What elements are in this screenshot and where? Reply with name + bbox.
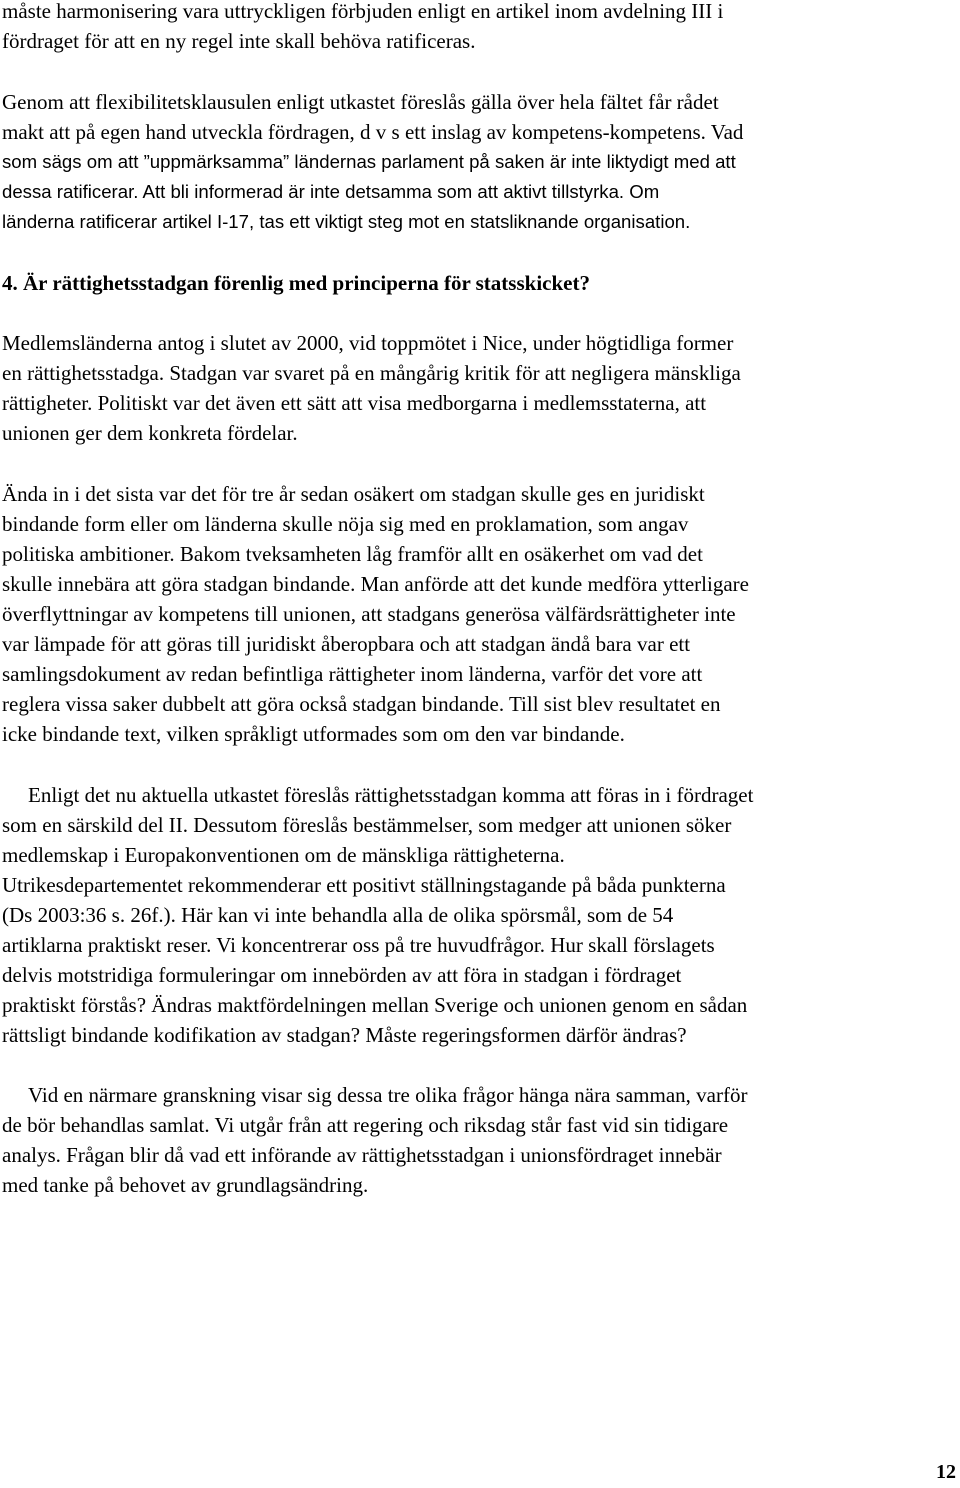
paragraph-flexibility-clause-cont [2, 147, 736, 237]
text-line: dessa ratificerar. Att bli informerad är inte detsamma som att aktivt tillstyrka. Om [2, 181, 660, 202]
text-line: länderna ratificerar artikel I-17, tas ett viktigt steg mot en statsliknande organisation. [2, 211, 691, 232]
section-heading [2, 268, 590, 298]
text-line: var lämpade för att göras till juridiskt åberopbara och att stadgan ändå bara var ett [2, 632, 691, 656]
paragraph-top-fragment [2, 0, 723, 56]
paragraph-3 [2, 780, 753, 1050]
text-line: icke bindande text, vilken språkligt utformades som om den var bindande. [2, 722, 625, 746]
text-line: som en särskild del II. Dessutom föreslås bestämmelser, som medger att unionen söker [2, 813, 732, 837]
text-line: politiska ambitioner. Bakom tveksamheten låg framför allt en osäkerhet om vad det [2, 542, 703, 566]
text-line: Utrikesdepartementet rekommenderar ett positivt ställningstagande på båda punkterna [2, 873, 726, 897]
text-line: samlingsdokument av redan befintliga rättigheter inom länderna, varför det vore att [2, 662, 703, 686]
text-line: Genom att flexibilitetsklausulen enligt utkastet föreslås gälla över hela fältet får rådet [2, 90, 719, 114]
text-line: med tanke på behovet av grundlagsändring. [2, 1173, 369, 1197]
text-line: en rättighetsstadga. Stadgan var svaret på en mångårig kritik för att negligera mänskliga [2, 361, 741, 385]
text-line: praktiskt förstås? Ändras maktfördelningen mellan Sverige och unionen genom en sådan [2, 993, 748, 1017]
text-line: (Ds 2003:36 s. 26f.). Här kan vi inte behandla alla de olika spörsmål, som de 54 [2, 903, 674, 927]
text-line: reglera vissa saker dubbelt att göra också stadgan bindande. Till sist blev resultatet en [2, 692, 721, 716]
text-line: skulle innebära att göra stadgan bindande. Man anförde att det kunde medföra ytterligare [2, 572, 749, 596]
text-line: Medlemsländerna antog i slutet av 2000, vid toppmötet i Nice, under högtidliga former [2, 331, 734, 355]
text-line: artiklarna praktiskt reser. Vi koncentrerar oss på tre huvudfrågor. Hur skall förslagets [2, 933, 715, 957]
text-line: medlemskap i Europakonventionen om de mänskliga rättigheterna. [2, 843, 565, 867]
paragraph-4 [2, 1080, 747, 1200]
text-line: de bör behandlas samlat. Vi utgår från att regering och riksdag står fast vid sin tidigare [2, 1113, 729, 1137]
paragraph-flexibility-clause [2, 87, 743, 147]
text-line: makt att på egen hand utveckla fördragen, d v s ett inslag av kompetens-kompetens. Vad [2, 120, 744, 144]
paragraph-1 [2, 328, 741, 448]
paragraph-2 [2, 479, 749, 749]
text-line: fördraget för att en ny regel inte skall behöva ratificeras. [2, 29, 476, 53]
text-line: Enligt det nu aktuella utkastet föreslås rättighetsstadgan komma att föras in i fördraget [28, 783, 754, 807]
text-line: delvis motstridiga formuleringar om innebörden av att föra in stadgan i fördraget [2, 963, 682, 987]
heading-text: 4. Är rättighetsstadgan förenlig med principerna för statsskicket? [2, 271, 590, 295]
text-line: bindande form eller om länderna skulle nöja sig med en proklamation, som angav [2, 512, 689, 536]
text-line: överflyttningar av kompetens till unionen, att stadgans generösa välfärdsrättigheter inte [2, 602, 736, 626]
text-line: unionen ger dem konkreta fördelar. [2, 421, 298, 445]
text-line: Vid en närmare granskning visar sig dessa tre olika frågor hänga nära samman, varför [28, 1083, 748, 1107]
page-number: 12 [936, 1461, 956, 1483]
text-line: som sägs om att ”uppmärksamma” ländernas parlament på saken är inte liktydigt med att [2, 151, 736, 172]
text-line: måste harmonisering vara uttryckligen förbjuden enligt en artikel inom avdelning III i [2, 0, 724, 23]
text-line: analys. Frågan blir då vad ett införande av rättighetsstadgan i unionsfördraget innebär [2, 1143, 722, 1167]
text-line: Ända in i det sista var det för tre år sedan osäkert om stadgan skulle ges en juridiskt [2, 482, 705, 506]
text-line: rättigheter. Politiskt var det även ett sätt att visa medborgarna i medlemsstaterna, att [2, 391, 707, 415]
text-line: rättsligt bindande kodifikation av stadgan? Måste regeringsformen därför ändras? [2, 1023, 687, 1047]
